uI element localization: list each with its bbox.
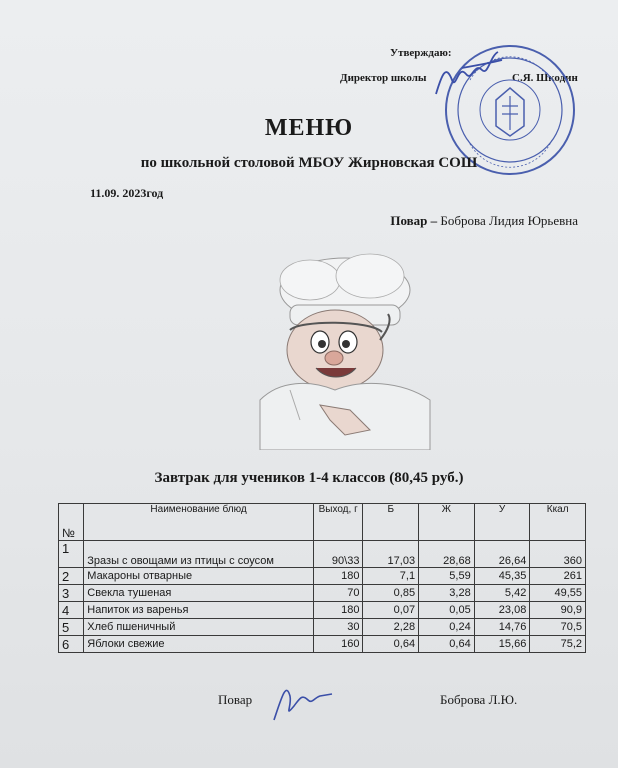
dish-name: Хлеб пшеничный xyxy=(84,619,314,636)
menu-date: 11.09. 2023год xyxy=(90,186,164,200)
cook-line xyxy=(390,213,578,229)
dish-protein: 0,85 xyxy=(363,585,419,602)
director-name: С.Я. Шкодин xyxy=(512,72,578,84)
dish-kcal: 90,9 xyxy=(530,602,586,619)
cook-label: Повар – xyxy=(390,213,438,228)
header-u: У xyxy=(474,504,530,541)
dish-fat: 0,64 xyxy=(419,636,475,653)
dish-protein: 0,07 xyxy=(363,602,419,619)
chef-illustration xyxy=(250,250,460,450)
row-number: 6 xyxy=(59,636,84,653)
dish-yield: 180 xyxy=(313,602,363,619)
dish-carbs: 26,64 xyxy=(474,541,530,568)
dish-fat: 3,28 xyxy=(419,585,475,602)
dish-carbs: 5,42 xyxy=(474,585,530,602)
cook-name: Боброва Лидия Юрьевна xyxy=(437,213,578,228)
row-number: 4 xyxy=(59,602,84,619)
approve-label: Утверждаю: xyxy=(390,47,452,59)
dish-protein: 2,28 xyxy=(363,619,419,636)
row-number: 2 xyxy=(59,568,84,585)
table-header-row xyxy=(59,504,586,541)
row-number: 1 xyxy=(59,541,84,568)
row-number: 3 xyxy=(59,585,84,602)
dish-yield: 90\33 xyxy=(313,541,363,568)
dish-yield: 180 xyxy=(313,568,363,585)
dish-yield: 30 xyxy=(313,619,363,636)
page-title: МЕНЮ xyxy=(264,115,354,141)
table-row xyxy=(59,568,586,585)
dish-yield: 160 xyxy=(313,636,363,653)
dish-yield: 70 xyxy=(313,585,363,602)
breakfast-heading: Завтрак для учеников 1-4 классов (80,45 руб.) xyxy=(154,470,464,486)
dish-name: Макароны отварные xyxy=(84,568,314,585)
dish-kcal: 75,2 xyxy=(530,636,586,653)
header-kcal: Ккал xyxy=(530,504,586,541)
table-row xyxy=(59,619,586,636)
header-num: № xyxy=(59,504,84,541)
dish-name: Зразы с овощами из птицы с соусом xyxy=(84,541,314,568)
table-row xyxy=(59,541,586,568)
dish-name: Свекла тушеная xyxy=(84,585,314,602)
dish-name: Яблоки свежие xyxy=(84,636,314,653)
director-signature xyxy=(432,44,512,104)
footer-cook-name: Боброва Л.Ю. xyxy=(440,692,518,707)
page-subtitle: по школьной столовой МБОУ Жирновская СОШ xyxy=(140,155,478,171)
footer-cook-label: Повар xyxy=(218,692,253,707)
table-row xyxy=(59,602,586,619)
menu-table xyxy=(58,503,586,653)
dish-carbs: 45,35 xyxy=(474,568,530,585)
row-number: 5 xyxy=(59,619,84,636)
dish-name: Напиток из варенья xyxy=(84,602,314,619)
header-yield: Выход, г xyxy=(313,504,363,541)
header-zh: Ж xyxy=(419,504,475,541)
dish-kcal: 261 xyxy=(530,568,586,585)
dish-kcal: 49,55 xyxy=(530,585,586,602)
dish-protein: 7,1 xyxy=(363,568,419,585)
header-b: Б xyxy=(363,504,419,541)
table-row xyxy=(59,636,586,653)
cook-signature xyxy=(268,676,338,726)
dish-fat: 5,59 xyxy=(419,568,475,585)
director-label: Директор школы xyxy=(340,72,427,84)
header-name: Наименование блюд xyxy=(84,504,314,541)
dish-carbs: 15,66 xyxy=(474,636,530,653)
dish-carbs: 23,08 xyxy=(474,602,530,619)
dish-fat: 0,05 xyxy=(419,602,475,619)
dish-fat: 0,24 xyxy=(419,619,475,636)
dish-carbs: 14,76 xyxy=(474,619,530,636)
dish-protein: 0,64 xyxy=(363,636,419,653)
dish-fat: 28,68 xyxy=(419,541,475,568)
dish-kcal: 70,5 xyxy=(530,619,586,636)
dish-kcal: 360 xyxy=(530,541,586,568)
table-row xyxy=(59,585,586,602)
dish-protein: 17,03 xyxy=(363,541,419,568)
